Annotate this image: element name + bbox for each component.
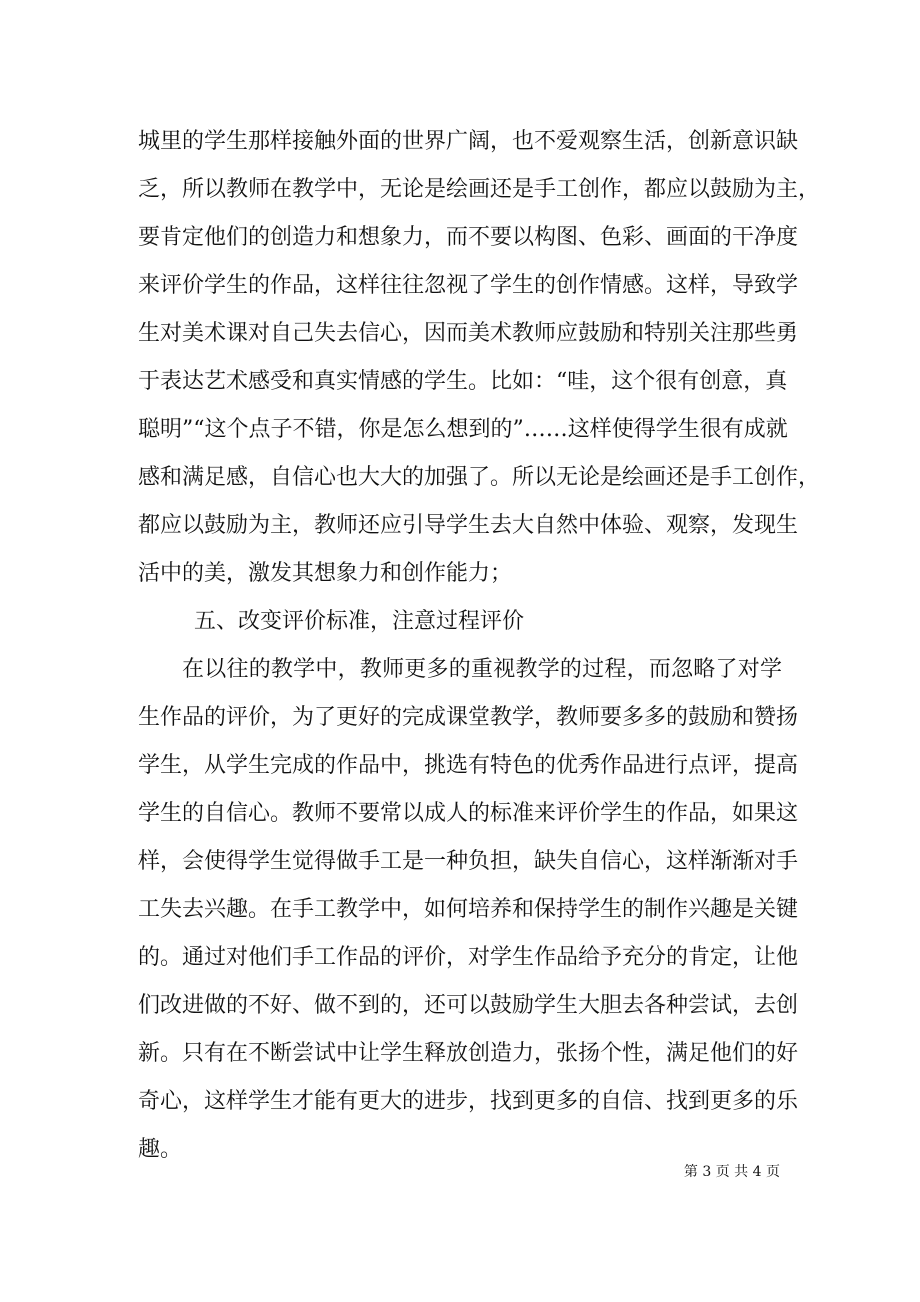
text-line: 聪明”“这个点子不错，你是怎么想到的”……这样使得学生很有成就 [138, 417, 788, 442]
text-line: 们改进做的不好、做不到的，还可以鼓励学生大胆去各种尝试，去创 [138, 993, 799, 1018]
text-line: 生作品的评价，为了更好的完成课堂教学，教师要多多的鼓励和赞扬 [138, 705, 799, 730]
text-line: 活中的美，激发其想象力和创作能力； [138, 561, 513, 586]
text-line: 感和满足感，自信心也大大的加强了。所以无论是绘画还是手工创作， [138, 465, 821, 490]
text-line: 城里的学生那样接触外面的世界广阔，也不爱观察生活，创新意识缺 [138, 129, 799, 154]
text-line: 新。只有在不断尝试中让学生释放创造力，张扬个性，满足他们的好 [138, 1041, 799, 1066]
text-line: 样，会使得学生觉得做手工是一种负担，缺失自信心，这样渐渐对手 [138, 849, 799, 874]
text-line: 要肯定他们的创造力和想象力，而不要以构图、色彩、画面的干净度 [138, 225, 799, 250]
page-number-footer: 第 3 页 共 4 页 [683, 1164, 780, 1180]
text-line: 都应以鼓励为主，教师还应引导学生去大自然中体验、观察，发现生 [138, 513, 799, 538]
text-line: 在以往的教学中，教师更多的重视教学的过程，而忽略了对学 [182, 657, 782, 682]
text-line: 奇心，这样学生才能有更大的进步，找到更多的自信、找到更多的乐 [138, 1089, 799, 1114]
text-line: 乏，所以教师在教学中，无论是绘画还是手工创作，都应以鼓励为主， [138, 177, 821, 202]
text-line: 于表达艺术感受和真实情感的学生。比如：“哇，这个很有创意，真 [138, 369, 788, 394]
text-line: 生对美术课对自己失去信心，因而美术教师应鼓励和特别关注那些勇 [138, 321, 799, 346]
section-heading: 五、改变评价标准，注意过程评价 [194, 609, 525, 634]
text-line: 的。通过对他们手工作品的评价，对学生作品给予充分的肯定，让他 [138, 945, 799, 970]
text-line: 工失去兴趣。在手工教学中，如何培养和保持学生的制作兴趣是关键 [138, 897, 799, 922]
text-line: 学生的自信心。教师不要常以成人的标准来评价学生的作品，如果这 [138, 801, 799, 826]
body-text [138, 118, 821, 1174]
text-line: 来评价学生的作品，这样往往忽视了学生的创作情感。这样，导致学 [138, 273, 799, 298]
text-line: 趣。 [138, 1137, 183, 1162]
text-line: 学生，从学生完成的作品中，挑选有特色的优秀作品进行点评，提高 [138, 753, 799, 778]
